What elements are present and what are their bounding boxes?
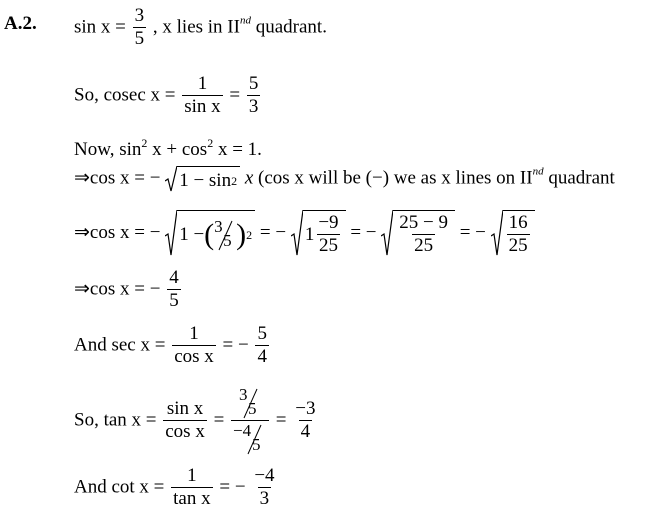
paren-close: ) [236, 217, 247, 251]
text: x + cos [152, 139, 208, 160]
fraction [172, 324, 216, 368]
numerator: −9 [318, 212, 339, 233]
radical [491, 210, 535, 257]
numerator [237, 386, 263, 420]
fraction [163, 399, 207, 443]
numerator: sin x [166, 398, 204, 420]
radical-sign-icon [165, 210, 177, 256]
fraction [316, 213, 340, 257]
denominator: 25 [318, 234, 338, 256]
denominator: 4 [300, 421, 311, 442]
line-sec [74, 324, 271, 368]
fraction-slash-icon [233, 422, 267, 456]
text: = [229, 84, 241, 106]
text: And sec x = [74, 334, 166, 356]
fraction [255, 324, 269, 368]
denominator: sin x [184, 95, 221, 117]
denominator: 5 [169, 289, 179, 311]
denominator: 25 [508, 234, 528, 256]
text: = − [350, 221, 377, 243]
radical [381, 210, 455, 257]
radical [291, 210, 346, 257]
line-cot [74, 466, 279, 510]
problem-line [4, 14, 37, 33]
fraction [507, 213, 530, 257]
superscript: 2 [141, 136, 148, 150]
text: 1 [304, 224, 315, 246]
fraction [397, 213, 450, 257]
text: x [244, 167, 254, 189]
text: ⇒cos x = − [74, 221, 161, 243]
text: And cot x = [74, 476, 165, 498]
denominator: 4 [257, 345, 267, 367]
line-cos-calc [74, 210, 535, 257]
denominator: 5 [223, 230, 232, 250]
text: , x lies in II [152, 16, 240, 38]
text: = − [259, 221, 287, 243]
text: ⇒cos x = − [74, 167, 161, 189]
line-cos-root [74, 166, 615, 192]
superscript: 2 [207, 136, 214, 150]
superscript: nd [239, 14, 251, 27]
line-cos-result [74, 268, 183, 312]
text: = − [459, 221, 486, 243]
numerator: 1 [197, 73, 208, 94]
line-identity [74, 137, 262, 159]
numerator: 5 [248, 73, 259, 94]
text: = [213, 409, 225, 431]
denominator: cos x [174, 345, 214, 367]
superscript: nd [532, 165, 544, 178]
denominator: 5 [134, 27, 145, 49]
text: = − [219, 476, 246, 498]
slashed-fraction [214, 218, 236, 252]
denominator: cos x [165, 421, 205, 442]
compound-fraction [231, 386, 269, 456]
radical [165, 210, 255, 256]
fraction [247, 74, 261, 118]
numerator: 16 [508, 212, 528, 233]
fraction [171, 466, 212, 510]
denominator: 5 [248, 399, 257, 418]
text: So, cosec x = [74, 84, 176, 106]
radical-sign-icon [165, 166, 177, 192]
text: 1 − [179, 224, 205, 246]
radical-sign-icon [381, 210, 393, 256]
problem-label: A.2. [4, 13, 37, 34]
fraction [167, 268, 181, 312]
text: (cos x will be (−) we as x lines on II [258, 167, 533, 189]
fraction [182, 74, 222, 118]
superscript: 2 [231, 173, 238, 188]
text: ⇒cos x = − [74, 278, 161, 300]
denominator [231, 420, 269, 456]
text: quadrant [548, 167, 615, 189]
numerator: 3 [239, 385, 248, 404]
line-cosec [74, 74, 262, 118]
denominator: tan x [173, 487, 211, 509]
numerator: −4 [254, 465, 275, 486]
radical-sign-icon [291, 210, 303, 256]
text: 1 − sin [179, 170, 232, 191]
denominator: 5 [252, 435, 261, 454]
text: quadrant. [255, 16, 327, 38]
paren-open: ( [204, 217, 215, 251]
numerator: 1 [187, 465, 197, 486]
numerator: 3 [134, 5, 145, 26]
exponent: 2 [246, 227, 253, 242]
text: x = 1. [217, 139, 262, 160]
denominator: 3 [248, 95, 259, 117]
denominator: 3 [259, 487, 270, 509]
line-given [74, 6, 327, 50]
radical-sign-icon [491, 210, 503, 256]
numerator: 3 [214, 216, 223, 236]
text: Now, sin [74, 139, 142, 160]
fraction [133, 6, 147, 50]
numerator: 4 [169, 267, 179, 288]
numerator: 1 [189, 323, 199, 344]
text: = [275, 409, 287, 431]
fraction [252, 466, 276, 510]
denominator: 25 [414, 234, 434, 256]
numerator: 25 − 9 [399, 212, 448, 233]
text: sin x = [74, 16, 126, 38]
fraction [293, 399, 317, 443]
numerator: 5 [257, 323, 267, 344]
slashed-fraction [239, 386, 261, 420]
text: So, tan x = [74, 409, 157, 431]
line-tan [74, 386, 319, 456]
slashed-fraction [233, 422, 267, 456]
numerator: −3 [295, 398, 316, 420]
text: = − [222, 334, 249, 356]
numerator: −4 [233, 421, 252, 440]
radical [165, 166, 240, 192]
